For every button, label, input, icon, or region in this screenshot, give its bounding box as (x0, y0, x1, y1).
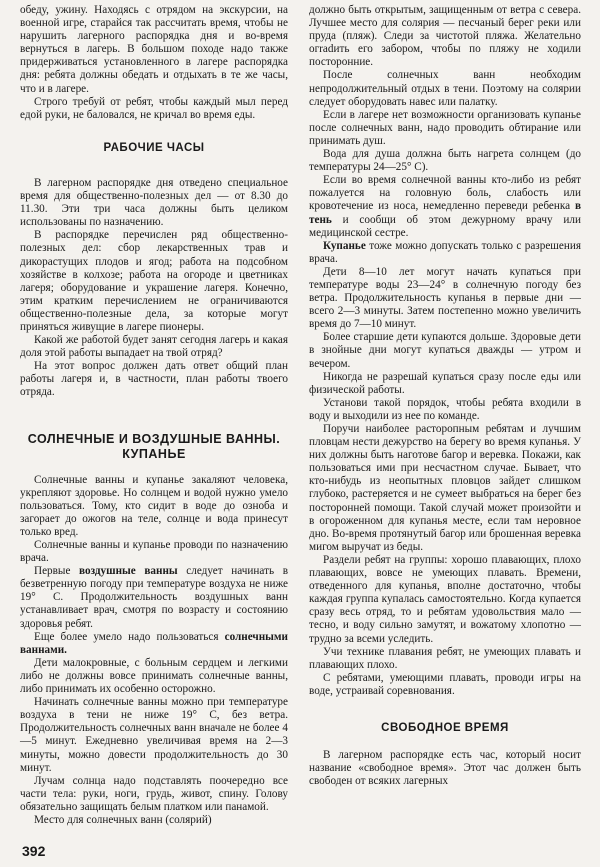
paragraph (20, 565, 288, 630)
paragraph: должно быть открытым, защищенным от ветра с севера. Лучшее место для солярия — песчаный берег реки или пруда (пляж). Следи за чистотой пляжа. Желательно огradить его забором, чтобы по пляжу не ходили посторонние. (309, 4, 581, 69)
page-number: 392 (22, 843, 46, 859)
paragraph: Солнечные ванны и купанье закаляют человека, укрепляют здоровье. Но солнцем и водой нужно умело пользоваться. Тому, кто сидит в воде до озноба и загорает до ожогов на теле, солнце и вода принесут только вред. (20, 473, 288, 538)
paragraph: Строго требуй от ребят, чтобы каждый мыл перед едой руки, не баловался, не кричал во время еды. (20, 95, 288, 121)
bold-term-shade: в тень (309, 200, 581, 226)
paragraph: Поручи наиболее расторопным ребятам и лучшим пловцам нести дежурство на берегу во время купанья. У них должны быть наготове багор и веревка. Покажи, как пользоваться ими при несчастном случае. Бывает, что кто-нибудь из неопытных пловцов зайдет слишком глубоко, растеряется и не сумеет выбраться на берег без посторонней помощи. Такой случай может произойти и в огороженном для купанья месте, если там неровное дно. Во-время протянутый багор или брошенная веревка мигом выручат из беды. (309, 423, 581, 553)
paragraph: Никогда не разрешай купаться сразу после еды или физической работы. (309, 370, 581, 396)
paragraph: Более старшие дети купаются дольше. Здоровые дети в знойные дни могут купаться дважды — утром и вечером. (309, 331, 581, 370)
paragraph: После солнечных ванн необходим непродолжительный отдых в тени. Поэтому на солярии следует оборудовать навес или палатку. (309, 69, 581, 108)
paragraph: Лучам солнца надо подставлять поочередно все части тела: руки, ноги, грудь, живот, спину. Голову обязательно защищать белым платком или панамой. (20, 774, 288, 813)
section-heading-sun-baths: СОЛНЕЧНЫЕ И ВОЗДУШНЫЕ ВАННЫ. КУПАНЬЕ (27, 431, 281, 461)
paragraph: Какой же работой будет занят сегодня лагерь и какая доля этой работы выпадает на твой отряд? (20, 334, 288, 360)
section-heading-work-hours: РАБОЧИЕ ЧАСЫ (103, 141, 205, 154)
paragraph: Вода для душа должна быть нагрета солнцем (до температуры 24—25° С). (309, 148, 581, 174)
paragraph: Если в лагере нет возможности организовать купанье после солнечных ванн, надо проводить обтирание или принимать душ. (309, 108, 581, 147)
paragraph: В распорядке перечислен ряд общественно-полезных дел: сбор лекарственных трав и дикорастущих плодов и ягод; работа на подсобном хозяйстве в колхозе; работа на огороде и цветниках лагеря; оборудование и украшение лагеря. Конечно, этим кратким перечислением не ограничиваются общественно-полезные дела, за которые могут приняться живущие в лагере пионеры. (20, 229, 288, 333)
paragraph (309, 174, 581, 239)
bold-term-air-baths: воздушные ванны (79, 565, 178, 578)
paragraph (20, 631, 288, 657)
paragraph: Солнечные ванны и купанье проводи по назначению врача. (20, 539, 288, 565)
paragraph: Дети малокровные, с больным сердцем и легкими либо не должны вовсе принимать солнечные ванны, либо принимать их особенно осторожно. (20, 656, 288, 696)
bold-term-sun-baths: солнечными ваннами. (20, 630, 288, 656)
paragraph: Учи технике плавания ребят, не умеющих плавать и плавающих плохо. (309, 645, 581, 671)
paragraph: В лагерном распорядке дня отведено специальное время для общественно-полезных дел — от 8.30 до 11.30. Эти три часа должны быть целиком использованы по назначению. (20, 176, 288, 229)
paragraph (309, 240, 581, 266)
paragraph: На этот вопрос должен дать ответ общий план работы лагеря и, в частности, план работы твоего отряда. (20, 360, 288, 399)
text-run: и сообщи об этом дежурному врачу или медицинской сестре. (309, 213, 581, 239)
paragraph: Дети 8—10 лет могут начать купаться при температуре воды 23—24° в солнечную погоду без ветра. Продолжительность купанья в первые дни — всего 2—3 минуты. Затем постепенно можно увеличить время до 7—10 минут. (309, 265, 581, 331)
bold-term-bathing: Купанье (323, 239, 366, 252)
left-column (20, 4, 288, 827)
paragraph: Установи такой порядок, чтобы ребята входили в воду и выходили из нее по команде. (309, 396, 581, 422)
right-column (309, 4, 581, 788)
paragraph: Начинать солнечные ванны можно при температуре воздуха в тени не ниже 19° С, без ветра. Продолжительность солнечных ванн вначале не более 4—5 минут. Ежедневно увеличивая время на 2—3 минуты, можно довести продолжительность до 30 минут. (20, 696, 288, 774)
text-run: Первые (34, 565, 80, 578)
paragraph: В лагерном распорядке есть час, который носит название «свободное время». Этот час должен быть свободен от всяких лагерных (309, 749, 581, 788)
paragraph: С ребятами, умеющими плавать, проводи игры на воде, устраивай соревнования. (309, 671, 581, 697)
text-run: Если во время солнечной ванны кто-либо из ребят пожалуется на головную боль, слабость или кровотечение из носа, немедленно переведи ребенка (309, 174, 581, 213)
text-run: Еще более умело надо пользоваться (34, 630, 225, 643)
section-heading-free-time: СВОБОДНОЕ ВРЕМЯ (381, 721, 509, 734)
paragraph: Раздели ребят на группы: хорошо плавающих, плохо плавающих, вовсе не умеющих плавать. Времени, отведенного для купанья, вполне достаточно, чтобы каждая группа купалась самостоятельно. Когда купается сразу весь отряд, то и ребятам удовольствия мало — тесно, и воду сильно замутят, и вожатому хлопотно — трудно за всеми уследить. (309, 553, 581, 645)
paragraph: обеду, ужину. Находясь с отрядом на экскурсии, на военной игре, старайся так рассчитать время, чтобы не нарушить лагерного распорядка дня и во-время вернуться в лагерь. В большом походе надо также придерживаться установленного в лагере распорядка дня: ребята должны обедать и отдыхать в те же часы, что и в лагере. (20, 4, 288, 95)
paragraph: Место для солнечных ванн (солярий) (34, 813, 212, 826)
text-run: тоже можно допускать только с разрешения врача. (309, 239, 581, 265)
text-run: следует начинать в безветренную погоду при температуре воздуха не ниже 19° С. Продолжительность воздушных ванн устанавливает врач, смотря по возрасту и состоянию здоровья ребят. (20, 565, 288, 630)
